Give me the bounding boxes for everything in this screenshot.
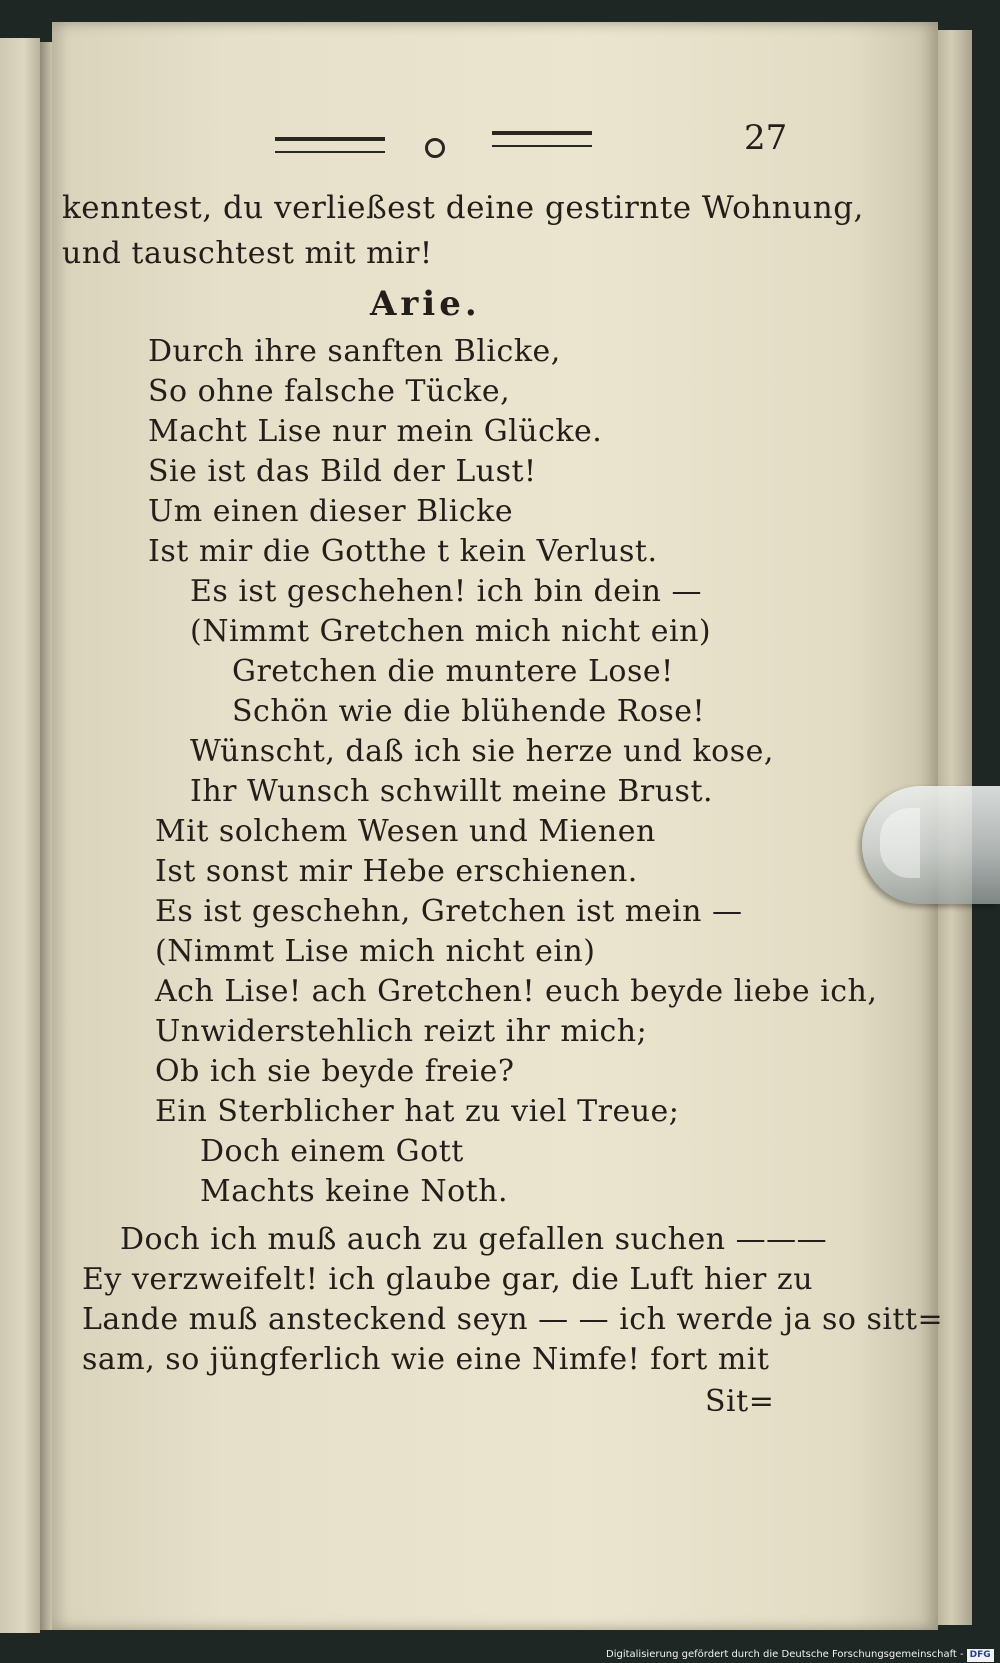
text-line: Sie ist das Bild der Lust! xyxy=(148,454,537,489)
dfg-logo: DFG xyxy=(967,1649,994,1662)
text-line: Macht Lise nur mein Glücke. xyxy=(148,414,603,449)
text-line: Ihr Wunsch schwillt meine Brust. xyxy=(190,774,714,809)
page-clip xyxy=(862,786,1000,904)
footer-text: Digitalisierung gefördert durch die Deutsche Forschungsgemeinschaft - xyxy=(606,1649,964,1660)
text-line: Doch einem Gott xyxy=(200,1134,464,1169)
facing-page-edge xyxy=(0,38,40,1633)
header-rule-right xyxy=(492,131,592,147)
text-line: Ach Lise! ach Gretchen! euch beyde liebe ich, xyxy=(155,974,878,1009)
text-line: Schön wie die blühende Rose! xyxy=(232,694,706,729)
text-line: Es ist geschehen! ich bin dein — xyxy=(190,574,702,609)
page-number: 27 xyxy=(744,118,788,158)
text-line: Wünscht, daß ich sie herze und kose, xyxy=(190,734,774,769)
section-heading: Arie. xyxy=(370,284,481,324)
text-line: Doch ich muß auch zu gefallen suchen ——— xyxy=(120,1222,828,1257)
text-line: (Nimmt Lise mich nicht ein) xyxy=(155,934,596,969)
text-line: Ein Sterblicher hat zu viel Treue; xyxy=(155,1094,680,1129)
text-line: kenntest, du verließest deine gestirnte Wohnung, xyxy=(62,190,864,226)
text-line: sam, so jüngferlich wie eine Nimfe! fort mit xyxy=(82,1342,770,1377)
text-line: Machts keine Noth. xyxy=(200,1174,509,1209)
text-line: Mit solchem Wesen und Mienen xyxy=(155,814,656,849)
header-ornament xyxy=(425,138,445,158)
text-line: Durch ihre sanften Blicke, xyxy=(148,334,561,369)
header-rule-left xyxy=(275,137,385,153)
text-line: Ist sonst mir Hebe erschienen. xyxy=(155,854,638,889)
text-line: Unwiderstehlich reizt ihr mich; xyxy=(155,1014,648,1049)
text-line: und tauschtest mit mir! xyxy=(62,236,433,271)
text-line: Ey verzweifelt! ich glaube gar, die Luft hier zu xyxy=(82,1262,814,1297)
text-line: So ohne falsche Tücke, xyxy=(148,374,511,409)
text-line: Lande muß ansteckend seyn — — ich werde ja so sitt= xyxy=(82,1302,944,1337)
book-gutter xyxy=(40,42,52,1630)
text-line: Ob ich sie beyde freie? xyxy=(155,1054,515,1089)
text-line: (Nimmt Gretchen mich nicht ein) xyxy=(190,614,712,649)
text-line: Ist mir die Gotthe t kein Verlust. xyxy=(148,534,658,569)
text-line: Es ist geschehn, Gretchen ist mein — xyxy=(155,894,743,929)
text-line: Gretchen die muntere Lose! xyxy=(232,654,674,689)
digitization-footer xyxy=(606,1646,1000,1663)
text-line: Um einen dieser Blicke xyxy=(148,494,514,529)
catchword: Sit= xyxy=(705,1384,775,1419)
